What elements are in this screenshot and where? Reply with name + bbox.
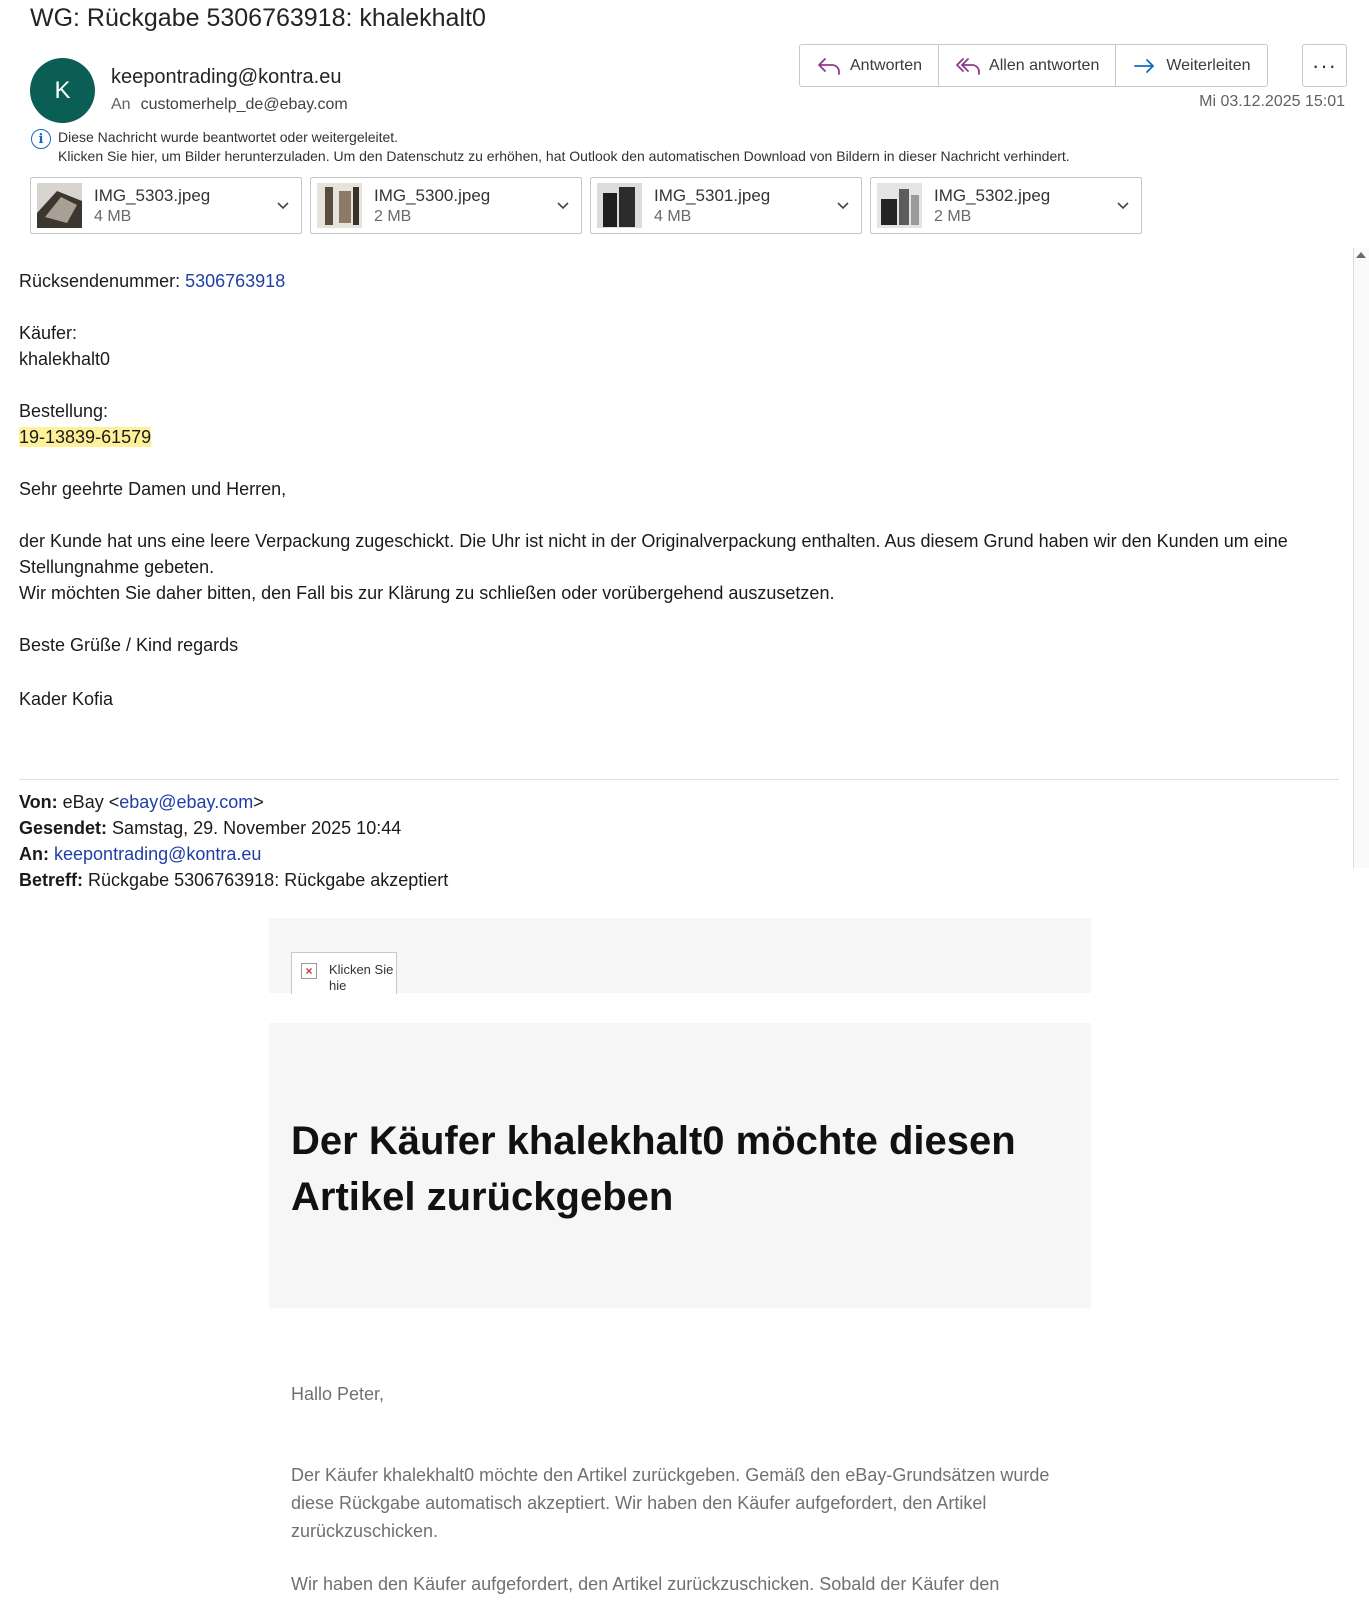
sender-address[interactable]: keepontrading@kontra.eu — [111, 66, 342, 88]
to-label: An: — [19, 844, 49, 864]
attachment-item[interactable] — [30, 177, 302, 234]
attachment-item[interactable] — [590, 177, 862, 234]
attachment-name: IMG_5302.jpeg — [934, 185, 1051, 205]
blocked-image-placeholder[interactable] — [291, 952, 397, 994]
forwarded-subject-line — [19, 867, 448, 893]
message-body — [19, 268, 1339, 712]
broken-image-icon: × — [301, 963, 317, 979]
attachment-list — [30, 177, 1142, 234]
scroll-up-icon[interactable] — [1356, 252, 1366, 258]
forwarded-sent-line — [19, 815, 448, 841]
attachment-size: 2 MB — [374, 207, 412, 225]
chevron-down-icon[interactable] — [555, 197, 571, 213]
ebay-hero-panel — [269, 1023, 1091, 1308]
sent-date: Samstag, 29. November 2025 10:44 — [112, 818, 402, 838]
return-number-line — [19, 268, 1339, 294]
recipient-row — [111, 96, 348, 114]
recipient-label: An — [111, 96, 131, 113]
reply-button[interactable] — [800, 45, 939, 86]
forward-label: Weiterleiten — [1166, 56, 1251, 74]
reply-icon — [816, 55, 842, 77]
body-paragraph: Wir möchten Sie daher bitten, den Fall bis zur Klärung zu schließen oder vorübergehend auszusetzen. — [19, 583, 835, 603]
info-icon: i — [31, 129, 51, 149]
forwarded-header — [19, 789, 448, 893]
subject-label: Betreff: — [19, 870, 84, 890]
ebay-paragraph: Der Käufer khalekhalt0 möchte den Artikel zurückgeben. Gemäß den eBay-Grundsätzen wurde diese Rückgabe automatisch akzeptiert. Wir haben den Käufer aufgefordert, den Artikel zurückzuschicken. — [291, 1465, 1050, 1541]
image-thumbnail-icon — [877, 183, 922, 228]
hero-title: Der Käufer khalekhalt0 möchte diesen Artikel zurückgeben — [291, 1119, 1016, 1219]
ebay-greeting: Hallo Peter, — [291, 1384, 385, 1404]
attachment-item[interactable] — [310, 177, 582, 234]
order-number[interactable]: 19-13839-61579 — [19, 427, 152, 447]
attachment-size: 2 MB — [934, 207, 972, 225]
forward-icon — [1132, 55, 1158, 77]
ebay-paragraph: Wir haben den Käufer aufgefordert, den Artikel zurückzuschicken. Sobald der Käufer den — [291, 1574, 1000, 1594]
greeting: Sehr geehrte Damen und Herren, — [19, 479, 287, 499]
order-label: Bestellung: — [19, 401, 109, 421]
vertical-scrollbar[interactable] — [1353, 248, 1369, 868]
from-label: Von: — [19, 792, 58, 812]
ebay-message-body — [291, 1380, 1051, 1598]
signature: Kader Kofia — [19, 689, 114, 709]
received-date: Mi 03.12.2025 15:01 — [1199, 93, 1345, 110]
recipient-address[interactable]: customerhelp_de@ebay.com — [140, 96, 348, 113]
closing: Beste Grüße / Kind regards — [19, 635, 239, 655]
forward-button[interactable] — [1116, 45, 1266, 86]
chevron-down-icon[interactable] — [275, 197, 291, 213]
attachment-name: IMG_5300.jpeg — [374, 185, 491, 205]
from-close: > — [253, 792, 264, 812]
image-thumbnail-icon — [597, 183, 642, 228]
body-paragraph: der Kunde hat uns eine leere Verpackung zugeschickt. Die Uhr ist nicht in der Originalverpackung enthalten. Aus diesem Grund haben wir den Kunden um eine Stellungnahme gebeten. — [19, 531, 1288, 577]
buyer-label: Käufer: — [19, 323, 78, 343]
more-actions-button[interactable]: ··· — [1302, 44, 1347, 87]
image-thumbnail-icon — [37, 183, 82, 228]
order-line — [19, 424, 1339, 450]
message-actions — [799, 44, 1268, 87]
reply-label: Antworten — [850, 56, 923, 74]
return-number-label: Rücksendenummer: — [19, 271, 181, 291]
forwarded-subject: Rückgabe 5306763918: Rückgabe akzeptiert — [88, 870, 449, 890]
attachment-item[interactable] — [870, 177, 1142, 234]
email-subject: WG: Rückgabe 5306763918: khalekhalt0 — [30, 4, 486, 32]
chevron-down-icon[interactable] — [835, 197, 851, 213]
chevron-down-icon[interactable] — [1115, 197, 1131, 213]
reply-all-icon — [955, 55, 981, 77]
from-name: eBay < — [62, 792, 120, 812]
from-email-link[interactable]: ebay@ebay.com — [119, 792, 254, 812]
forwarded-to-line — [19, 841, 448, 867]
return-number-link[interactable]: 5306763918 — [185, 271, 286, 291]
image-thumbnail-icon — [317, 183, 362, 228]
avatar-initial: K — [54, 76, 71, 104]
attachment-size: 4 MB — [654, 207, 692, 225]
sender-avatar[interactable] — [30, 58, 95, 123]
to-email-link[interactable]: keepontrading@kontra.eu — [54, 844, 262, 864]
forwarded-from-line — [19, 789, 448, 815]
attachment-size: 4 MB — [94, 207, 132, 225]
reply-all-button[interactable] — [939, 45, 1116, 86]
buyer-name: khalekhalt0 — [19, 349, 111, 369]
info-replied-text: Diese Nachricht wurde beantwortet oder weitergeleitet. — [58, 129, 399, 145]
forward-divider — [19, 779, 1339, 780]
blocked-image-label: Klicken Sie hie — [329, 962, 394, 993]
attachment-name: IMG_5301.jpeg — [654, 185, 771, 205]
reply-all-label: Allen antworten — [989, 56, 1100, 74]
sent-label: Gesendet: — [19, 818, 108, 838]
info-banner[interactable] — [31, 128, 1070, 166]
attachment-name: IMG_5303.jpeg — [94, 185, 211, 205]
ebay-logo-panel — [269, 918, 1091, 993]
info-images-blocked-text[interactable]: Klicken Sie hier, um Bilder herunterzuladen. Um den Datenschutz zu erhöhen, hat Outlook den automatischen Download von Bildern in dieser Nachricht verhindert. — [58, 148, 1070, 164]
